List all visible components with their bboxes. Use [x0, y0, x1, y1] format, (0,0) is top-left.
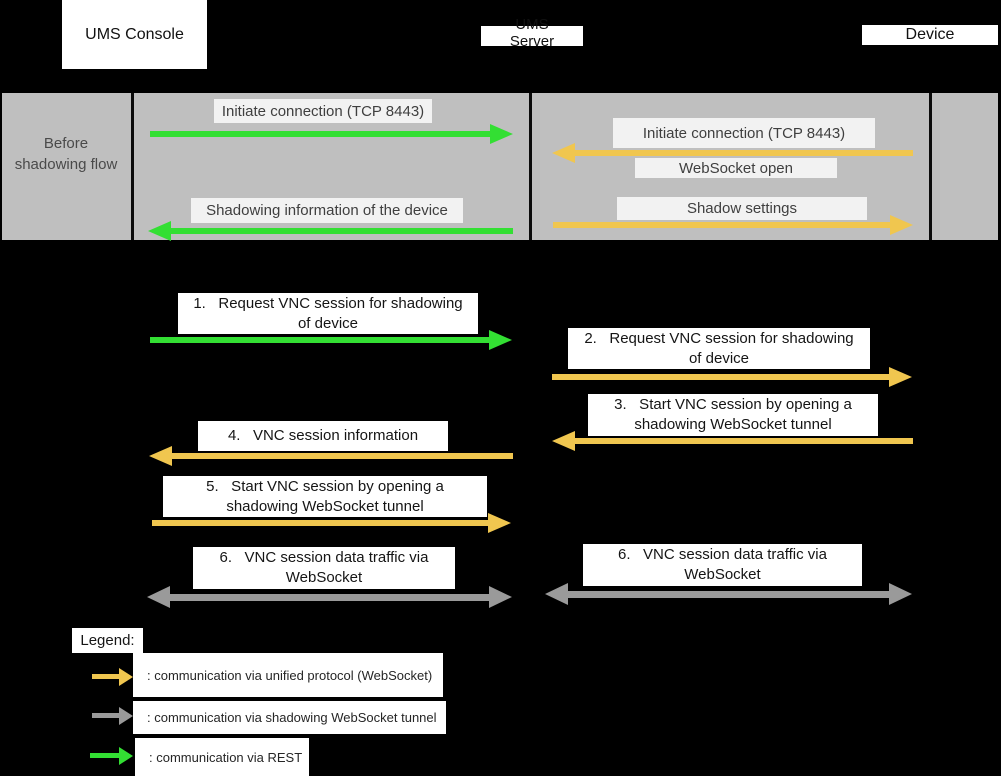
band-divider-2: [529, 93, 532, 240]
band-msg-ws-initiate: Initiate connection (TCP 8443): [613, 118, 875, 148]
band-msg-rest-initiate: Initiate connection (TCP 8443): [214, 99, 432, 123]
band-msg-shadow-info: Shadowing information of the device: [191, 198, 463, 223]
band-divider-3: [929, 93, 932, 240]
message-6-left-label: 6. VNC session data traffic via WebSocket: [193, 547, 455, 589]
legend-item-unified-protocol: : communication via unified protocol (WebSocket): [133, 653, 443, 697]
legend-item-shadowing-tunnel: : communication via shadowing WebSocket tunnel: [133, 701, 446, 734]
legend-title: Legend:: [72, 628, 143, 653]
actor-ums-console-label: UMS Console: [85, 25, 184, 43]
message-5-label: 5. Start VNC session by opening a shadowing WebSocket tunnel: [163, 476, 487, 517]
band-msg-shadow-settings: Shadow settings: [617, 197, 867, 220]
actor-ums-server-label: UMS Server: [509, 15, 555, 50]
band-msg-websocket-open: WebSocket open: [635, 158, 837, 178]
message-1-label: 1. Request VNC session for shadowing of device: [178, 293, 478, 334]
actor-device: [862, 25, 998, 45]
actor-ums-server: [481, 15, 583, 50]
message-6-right-label: 6. VNC session data traffic via WebSocket: [583, 544, 862, 586]
phase-label: Before shadowing flow: [14, 135, 118, 173]
message-3-label: 3. Start VNC session by opening a shadowing WebSocket tunnel: [588, 394, 878, 436]
legend-item-rest: : communication via REST: [135, 738, 309, 776]
message-2-label: 2. Request VNC session for shadowing of device: [568, 328, 870, 369]
actor-device-label: Device: [905, 26, 955, 43]
actor-ums-console: [62, 0, 207, 69]
band-divider-1: [131, 93, 134, 240]
message-4-label: 4. VNC session information: [198, 421, 448, 451]
